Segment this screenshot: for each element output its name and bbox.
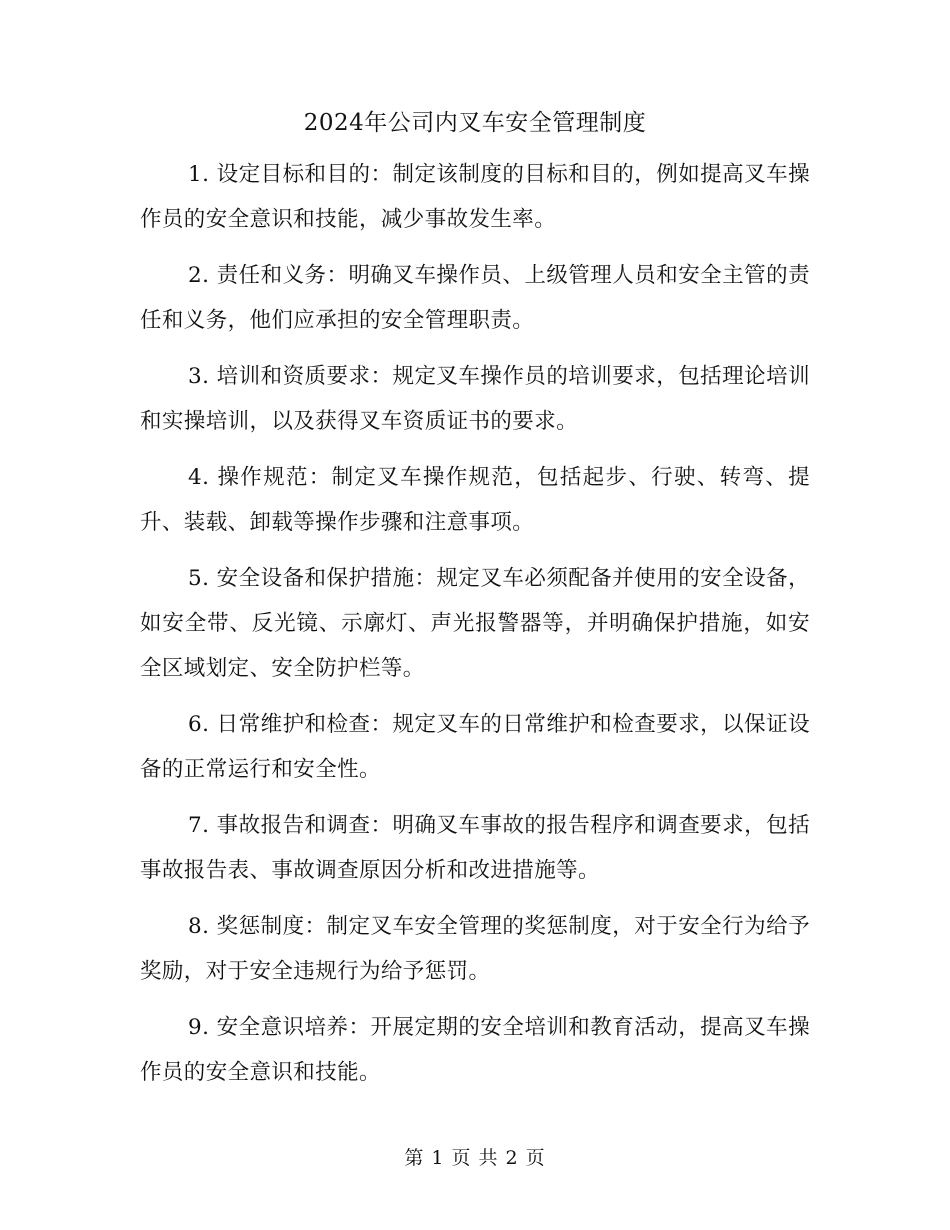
page-number-footer: 第 1 页 共 2 页: [404, 1147, 546, 1169]
paragraph-4: 4. 操作规范：制定叉车操作规范，包括起步、行驶、转弯、提升、装载、卸载等操作步骤和注意事项。: [140, 465, 810, 535]
paragraph-2: 2. 责任和义务：明确叉车操作员、上级管理人员和安全主管的责任和义务，他们应承担的安全管理职责。: [140, 263, 810, 333]
paragraph-5: 5. 安全设备和保护措施：规定叉车必须配备并使用的安全设备，如安全带、反光镜、示廓灯、声光报警器等，并明确保护措施，如安全区域划定、安全防护栏等。: [140, 566, 810, 681]
paragraph-9: 9. 安全意识培养：开展定期的安全培训和教育活动，提高叉车操作员的安全意识和技能。: [140, 1015, 810, 1085]
paragraph-3: 3. 培训和资质要求：规定叉车操作员的培训要求，包括理论培训和实操培训，以及获得叉车资质证书的要求。: [140, 364, 810, 434]
paragraph-7: 7. 事故报告和调查：明确叉车事故的报告程序和调查要求，包括事故报告表、事故调查原因分析和改进措施等。: [140, 813, 810, 883]
document-body: [140, 152, 810, 1106]
paragraph-8: 8. 奖惩制度：制定叉车安全管理的奖惩制度，对于安全行为给予奖励，对于安全违规行为给予惩罚。: [140, 914, 810, 984]
paragraph-1: 1. 设定目标和目的：制定该制度的目标和目的，例如提高叉车操作员的安全意识和技能，减少事故发生率。: [140, 162, 810, 232]
document-title: 2024年公司内叉车安全管理制度: [303, 110, 647, 136]
paragraph-6: 6. 日常维护和检查：规定叉车的日常维护和检查要求，以保证设备的正常运行和安全性。: [140, 712, 810, 782]
